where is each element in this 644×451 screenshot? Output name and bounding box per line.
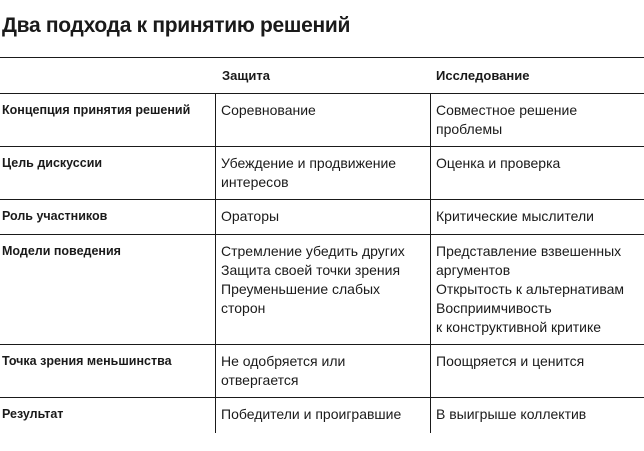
column-divider	[430, 146, 431, 199]
cell-line: интересов	[221, 174, 289, 190]
cell-line: Критические мыслители	[436, 208, 594, 224]
column-divider	[430, 344, 431, 397]
column-divider	[215, 146, 216, 199]
cell-line: Победители и проигравшие	[221, 406, 402, 422]
cell-line: В выигрыше коллектив	[436, 406, 587, 422]
inquiry-cell	[436, 154, 642, 173]
cell-line: Открытость к альтернативам	[436, 281, 625, 297]
row-divider	[0, 93, 644, 94]
column-divider	[215, 234, 216, 344]
table-row	[0, 146, 644, 199]
column-header-defense: Защита	[222, 68, 270, 83]
column-header-inquiry: Исследование	[436, 68, 530, 83]
table-row	[0, 397, 644, 433]
cell-line: отвергается	[221, 372, 299, 388]
inquiry-cell	[436, 352, 642, 371]
row-divider	[0, 344, 644, 345]
column-divider	[430, 234, 431, 344]
column-divider	[215, 344, 216, 397]
table-row	[0, 93, 644, 146]
cell-line: Соревнование	[221, 102, 316, 118]
row-label: Концепция принятия решений	[2, 103, 191, 117]
inquiry-cell	[436, 207, 642, 226]
defense-cell	[221, 242, 425, 318]
cell-line: Восприимчивость	[436, 300, 552, 316]
table-row	[0, 344, 644, 397]
table-row	[0, 199, 644, 234]
defense-cell	[221, 405, 425, 424]
cell-line: Совместное решение	[436, 102, 578, 118]
column-divider	[430, 199, 431, 234]
page-title: Два подхода к принятию решений	[2, 14, 351, 37]
inquiry-cell	[436, 101, 642, 139]
column-divider	[215, 199, 216, 234]
cell-line: сторон	[221, 300, 266, 316]
defense-cell	[221, 352, 425, 390]
inquiry-cell	[436, 405, 642, 424]
column-divider	[430, 397, 431, 433]
column-divider	[215, 93, 216, 146]
cell-line: Ораторы	[221, 208, 280, 224]
cell-line: Представление взвешенных	[436, 243, 622, 259]
table-row	[0, 234, 644, 344]
row-label: Результат	[2, 407, 64, 421]
column-divider	[430, 93, 431, 146]
row-label: Модели поведения	[2, 244, 121, 258]
cell-line: к конструктивной критике	[436, 319, 602, 335]
cell-line: Убеждение и продвижение	[221, 155, 397, 171]
defense-cell	[221, 207, 425, 226]
inquiry-cell	[436, 242, 642, 337]
cell-line: Поощряется и ценится	[436, 353, 585, 369]
cell-line: Преуменьшение слабых	[221, 281, 381, 297]
cell-line: Защита своей точки зрения	[221, 262, 401, 278]
cell-line: аргументов	[436, 262, 511, 278]
defense-cell	[221, 154, 425, 192]
row-label: Цель дискуссии	[2, 156, 103, 170]
cell-line: Не одобряется или	[221, 353, 346, 369]
cell-line: Оценка и проверка	[436, 155, 561, 171]
defense-cell	[221, 101, 425, 120]
cell-line: Стремление убедить других	[221, 243, 405, 259]
row-divider	[0, 199, 644, 200]
row-label: Роль участников	[2, 209, 108, 223]
title-divider	[0, 57, 644, 58]
column-divider	[215, 397, 216, 433]
row-divider	[0, 234, 644, 235]
cell-line: проблемы	[436, 121, 503, 137]
row-label: Точка зрения меньшинства	[2, 354, 172, 368]
row-divider	[0, 146, 644, 147]
row-divider	[0, 397, 644, 398]
